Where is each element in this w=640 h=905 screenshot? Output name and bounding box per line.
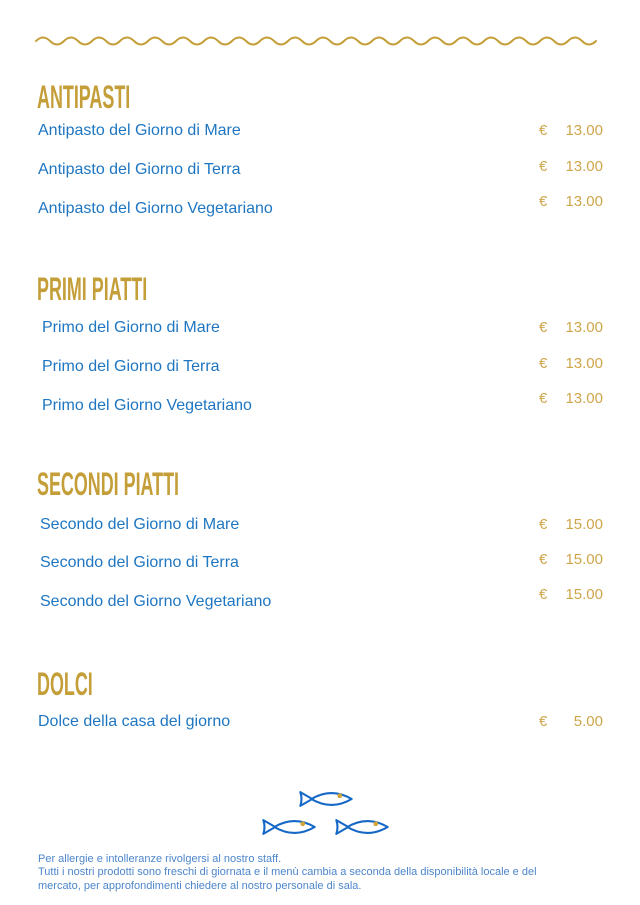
menu-item-row (40, 515, 603, 535)
menu-item-name: Primo del Giorno Vegetariano (42, 397, 252, 414)
menu-item-name: Antipasto del Giorno di Mare (38, 122, 241, 139)
menu-item-price (539, 712, 603, 732)
price-value: 13.00 (565, 390, 603, 407)
footer-line: Tutti i nostri prodotti sono freschi di giornata e il menù cambia a seconda della disponibilità locale e del (38, 866, 537, 879)
price-value: 15.00 (565, 516, 603, 533)
menu-item-price (539, 318, 603, 338)
menu-item-name: Secondo del Giorno di Mare (40, 516, 240, 533)
footer-note (38, 853, 610, 893)
currency-symbol: € (539, 122, 548, 139)
footer-line: Per allergie e intolleranze rivolgersi al nostro staff. (38, 853, 282, 865)
footer-line: mercato, per approfondimenti chiedere al nostro personale di sala. (38, 879, 362, 892)
currency-symbol: € (539, 390, 548, 407)
menu-item-name: Dolce della casa del giorno (38, 713, 231, 730)
menu-item-name: Secondo del Giorno di Terra (40, 554, 239, 571)
price-value: 13.00 (565, 355, 603, 372)
menu-item-name: Primo del Giorno di Terra (42, 358, 220, 375)
menu-item-name: Antipasto del Giorno di Terra (38, 161, 241, 178)
menu-item-row (42, 390, 603, 416)
currency-symbol: € (539, 319, 548, 336)
menu-item-price (539, 354, 603, 374)
currency-symbol: € (539, 158, 548, 175)
currency-symbol: € (539, 586, 548, 603)
menu-item-price (539, 157, 603, 177)
menu-item-row (40, 553, 603, 573)
wave-divider (35, 34, 601, 48)
currency-symbol: € (539, 713, 548, 730)
currency-symbol: € (539, 355, 548, 372)
section-title-dolci: DOLCI (37, 666, 93, 702)
menu-item-row (38, 712, 603, 732)
section-title-secondi-piatti: SECONDI PIATTI (37, 466, 180, 502)
menu-item-price (539, 192, 603, 212)
menu-item-price (539, 585, 603, 605)
currency-symbol: € (539, 516, 548, 533)
menu-item-price (539, 121, 603, 141)
menu-item-row (38, 193, 603, 219)
menu-item-name: Antipasto del Giorno Vegetariano (38, 200, 273, 217)
section-title-primi-piatti: PRIMI PIATTI (37, 271, 148, 307)
wave-divider-path (36, 38, 596, 45)
section-title-antipasti: ANTIPASTI (37, 79, 131, 115)
menu-item-name: Primo del Giorno di Mare (42, 319, 220, 336)
fish-icon (331, 816, 393, 838)
menu-item-name: Secondo del Giorno Vegetariano (40, 593, 272, 610)
menu-item-row (38, 121, 603, 141)
fish-icon (295, 788, 357, 810)
menu-item-price (539, 515, 603, 535)
price-value: 13.00 (565, 319, 603, 336)
price-value: 13.00 (565, 193, 603, 210)
menu-item-row (42, 357, 603, 377)
price-value: 5.00 (573, 713, 603, 730)
currency-symbol: € (539, 551, 548, 568)
fish-icon (258, 816, 320, 838)
price-value: 15.00 (565, 551, 603, 568)
menu-item-row (38, 160, 603, 180)
currency-symbol: € (539, 193, 548, 210)
price-value: 13.00 (565, 158, 603, 175)
menu-item-price (539, 389, 603, 409)
menu-item-row (40, 586, 603, 612)
fish-icons-cluster (258, 788, 394, 840)
menu-item-price (539, 550, 603, 570)
menu-item-row (42, 318, 603, 338)
price-value: 13.00 (565, 122, 603, 139)
price-value: 15.00 (565, 586, 603, 603)
